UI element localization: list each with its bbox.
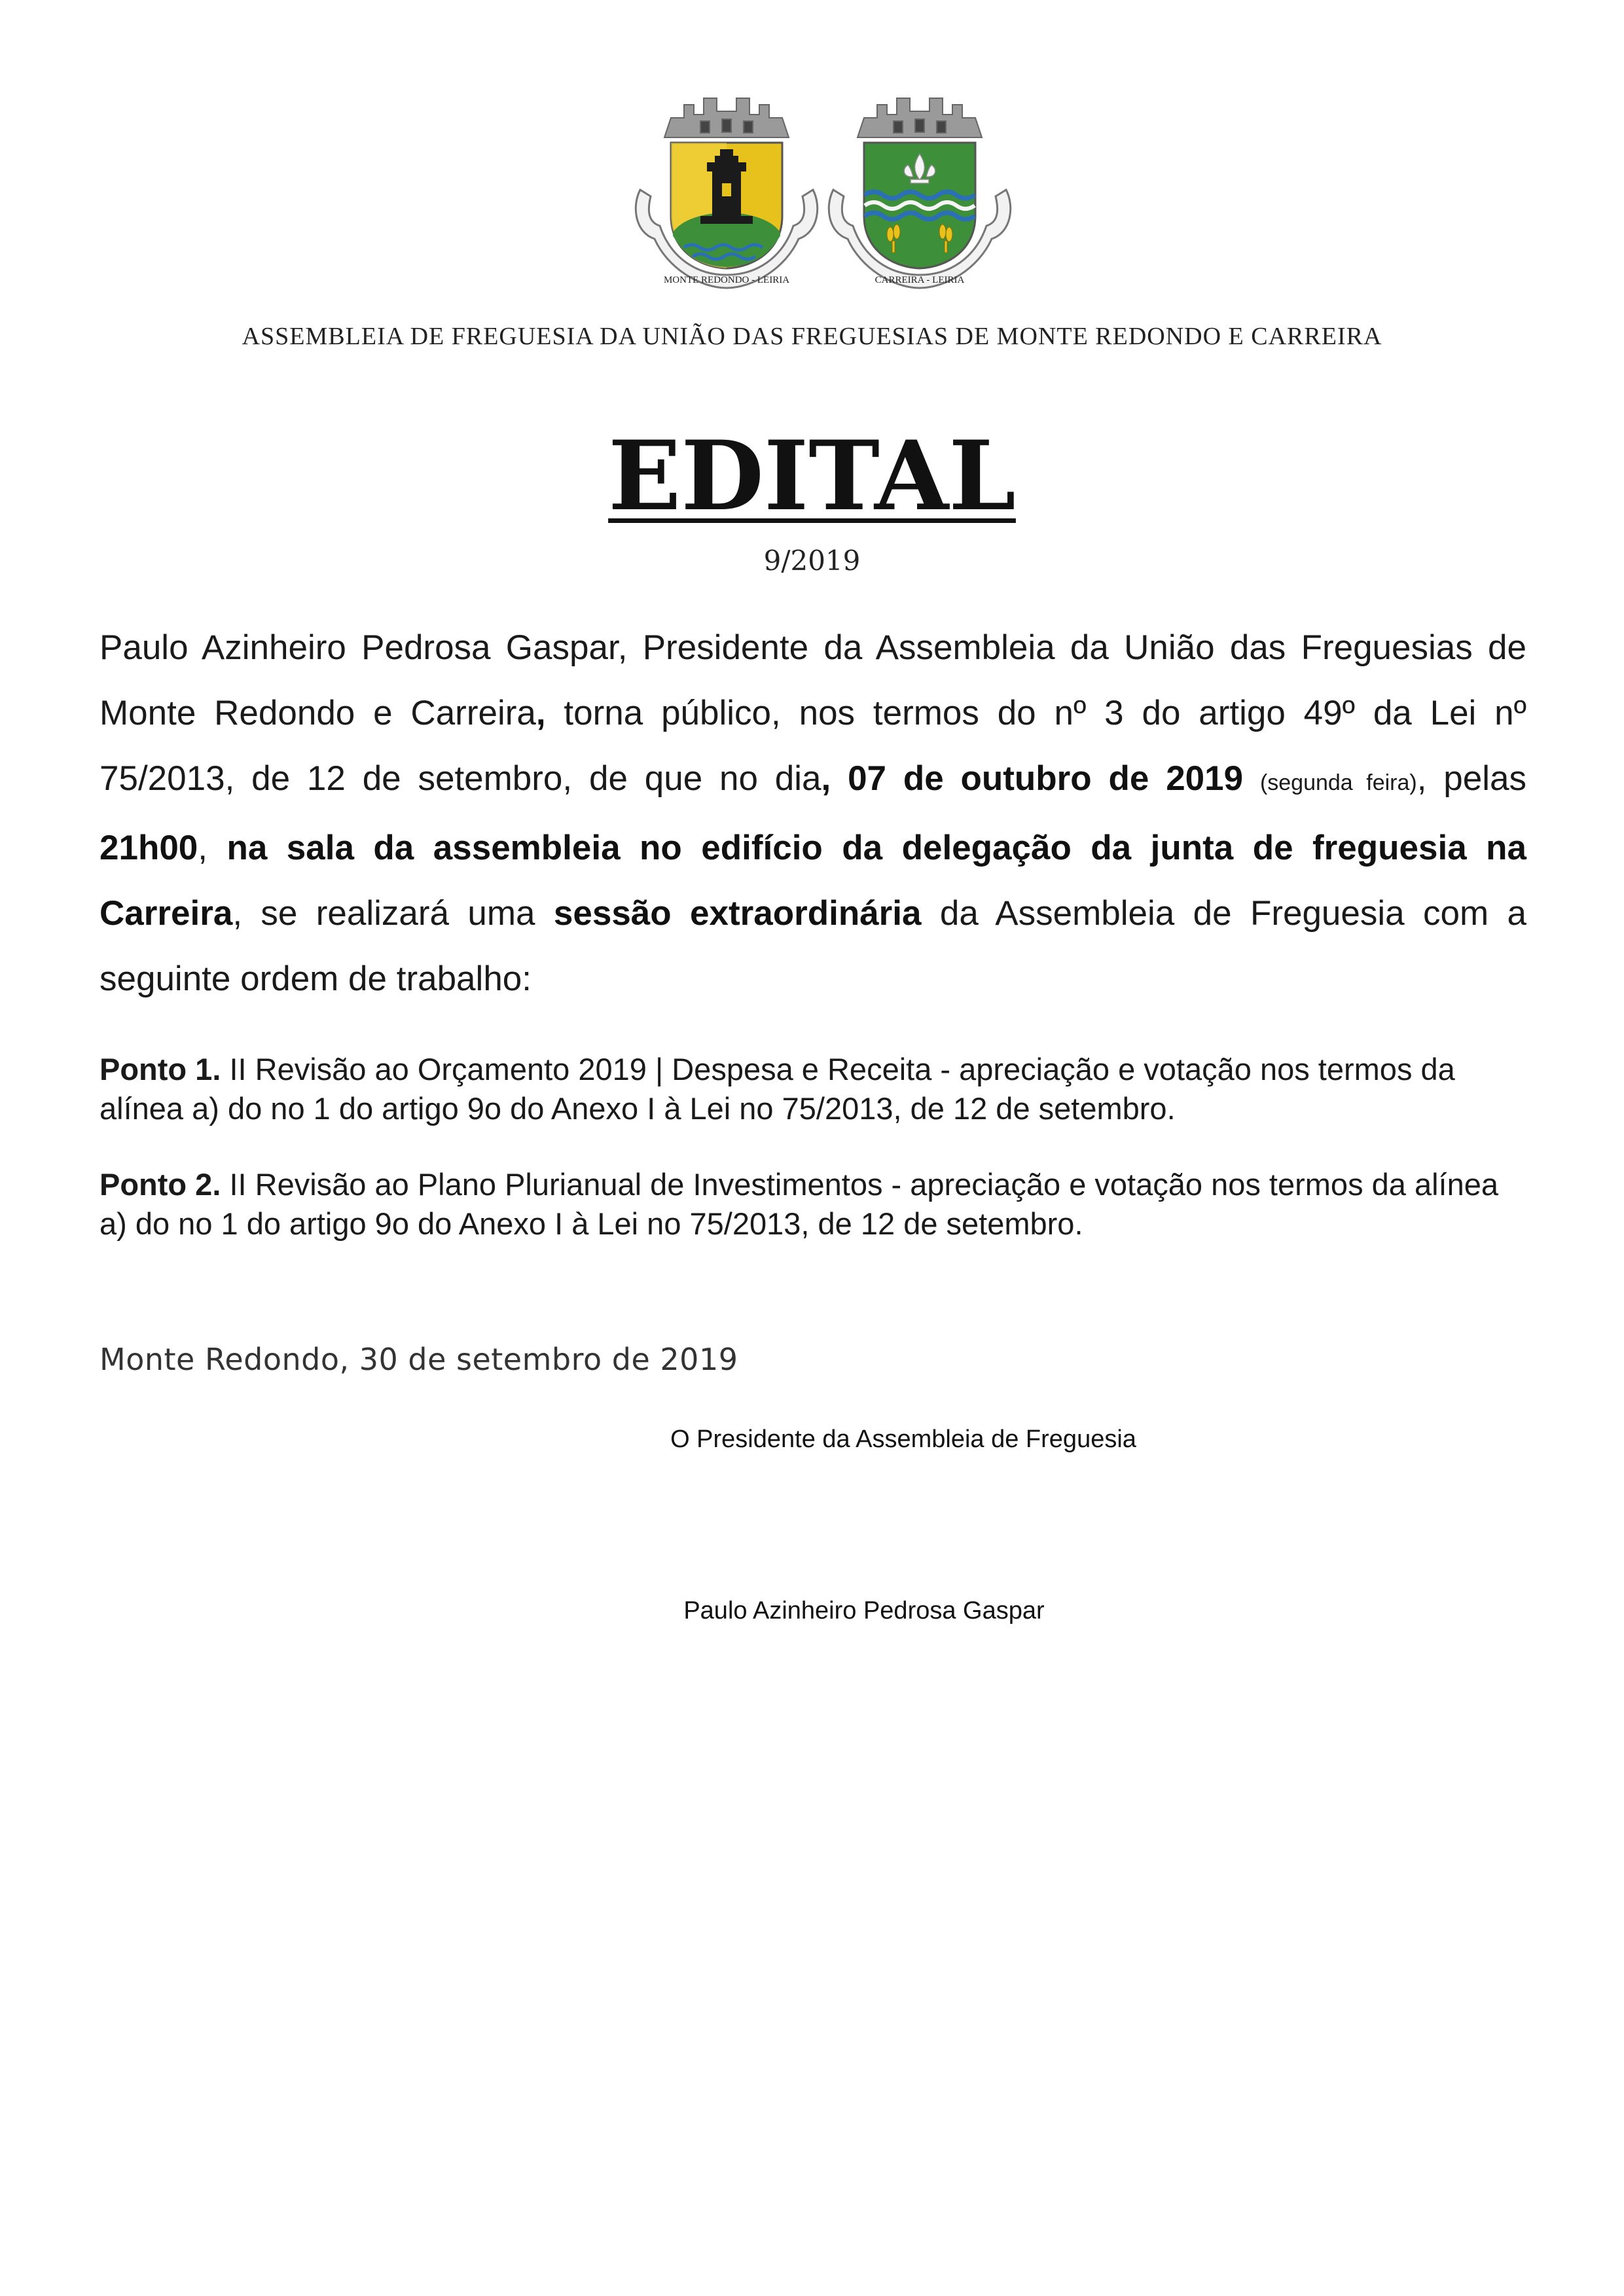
svg-text:CARREIRA - LEIRIA: CARREIRA - LEIRIA	[875, 275, 965, 285]
svg-text:MONTE REDONDO - LEIRIA: MONTE REDONDO - LEIRIA	[663, 275, 790, 285]
edital-body	[99, 615, 1526, 1012]
carreira-coat-of-arms-icon	[821, 92, 1018, 301]
meeting-date: , 07 de outubro de 2019	[821, 759, 1244, 798]
place-and-date: Monte Redondo, 30 de setembro de 2019	[99, 1342, 738, 1377]
session-type: sessão extraordinária	[553, 894, 922, 933]
body-comma: ,	[535, 694, 546, 732]
body-text-2: , se realizará uma	[232, 894, 554, 933]
body-comma-2: ,	[198, 829, 227, 867]
assembly-header: ASSEMBLEIA DE FREGUESIA DA UNIÃO DAS FREGUESIAS DE MONTE REDONDO E CARREIRA	[242, 323, 1382, 350]
coats-of-arms	[628, 92, 1008, 301]
edital-number: 9/2019	[763, 545, 861, 577]
signature-name: Paulo Azinheiro Pedrosa Gaspar	[683, 1597, 1045, 1624]
body-intro: Paulo Azinheiro Pedrosa Gaspar, Presidente da Assembleia da União das Freguesias de Monte Redondo e Carreira	[99, 628, 1526, 732]
agenda-item-text: II Revisão ao Orçamento 2019 | Despesa e Receita - apreciação e votação nos termos da alínea a) do no 1 do artigo 9o do Anexo I à Lei no 75/2013, de 12 de setembro.	[99, 1052, 1455, 1126]
agenda-item-label: Ponto 2.	[99, 1167, 221, 1202]
agenda-item	[99, 1165, 1526, 1244]
meeting-time: 21h00	[99, 829, 198, 867]
body-text-1: torna público, nos termos do nº 3 do artigo 49º da Lei nº 75/2013, de 12 de setembro, de que no dia	[99, 694, 1527, 798]
agenda-item	[99, 1050, 1526, 1128]
signature-title: O Presidente da Assembleia de Freguesia	[670, 1426, 1136, 1453]
body-pelas: , pelas	[1416, 759, 1526, 798]
meeting-place: na sala da assembleia no edifício da delegação da junta de freguesia na Carreira	[99, 829, 1526, 933]
body-text-3: da Assembleia de Freguesia com a seguinte ordem de trabalho:	[99, 894, 1526, 998]
monte-redondo-coat-of-arms-icon	[628, 92, 825, 301]
agenda-item-label: Ponto 1.	[99, 1052, 221, 1086]
agenda-item-text: II Revisão ao Plano Plurianual de Investimentos - apreciação e votação nos termos da alínea a) do no 1 do artigo 9o do Anexo I à Lei no 75/2013, de 12 de setembro.	[99, 1167, 1499, 1241]
document-title: EDITAL	[608, 420, 1016, 532]
meeting-weekday: (segunda feira)	[1259, 770, 1417, 795]
